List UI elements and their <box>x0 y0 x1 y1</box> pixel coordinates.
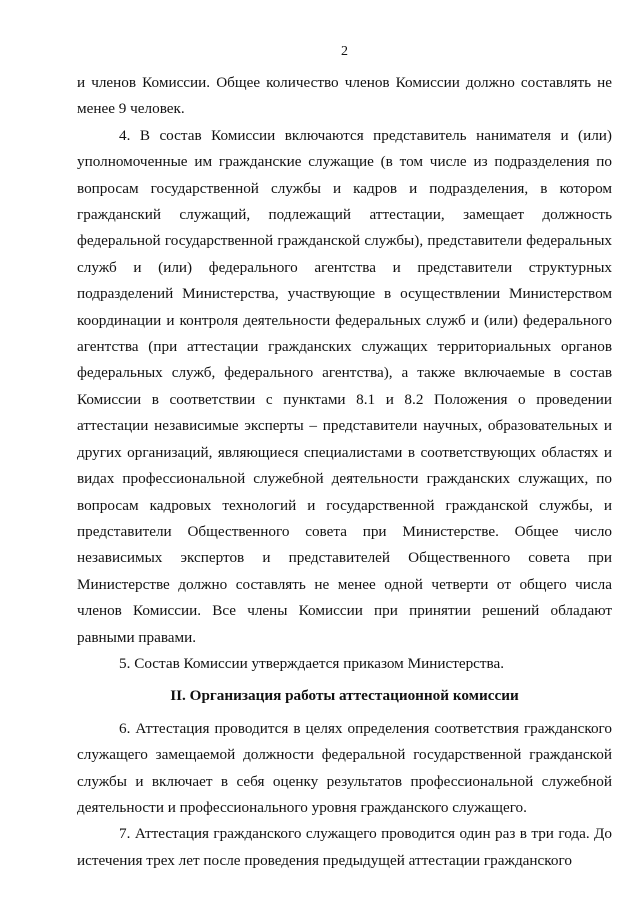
paragraph-item-7: 7. Аттестация гражданского служащего проводится один раз в три года. До истечения трех лет после проведения предыдущей аттестации гражданского <box>77 825 612 869</box>
page-number: 2 <box>341 44 348 59</box>
paragraph-continuation: и членов Комиссии. Общее количество членов Комиссии должно составлять не менее 9 человек. <box>77 74 612 118</box>
paragraph-item-6: 6. Аттестация проводится в целях определения соответствия гражданского служащего замещаемой должности федеральной государственной гражданской службы и включает в себя оценку результатов профессиональной служебной деятельности и профессионального уровня гражданского служащего. <box>77 719 612 816</box>
paragraph-item-5: 5. Состав Комиссии утверждается приказом Министерства. <box>119 654 505 672</box>
section-heading: II. Организация работы аттестационной комиссии <box>170 687 519 705</box>
paragraph-item-4: 4. В состав Комиссии включаются представитель нанимателя и (или) уполномоченные им гражданские служащие (в том числе из подразделения по вопросам государственной службы и кадров и подразделения, в котором гражданский служащий, подлежащий аттестации, замещает должность федеральной государственной гражданской службы), представители федеральных служб и (или) федерального агентства и представители структурных подразделений Министерства, участвующие в осуществлении Министерством координации и контроля деятельности федеральных служб и (или) федерального агентства (при аттестации гражданских служащих территориальных органов федеральных служб, федерального агентства), а также включаемые в состав Комиссии в соответствии с пунктами 8.1 и 8.2 Положения о проведении аттестации независимые эксперты – представители научных, образовательных и других организаций, являющиеся специалистами в соответствующих областях и видах профессиональной служебной деятельности гражданских служащих, по вопросам кадровых технологий и государственной гражданской службы, и представители Общественного совета при Министерстве. Общее число независимых экспертов и представителей Общественного совета при Министерстве должно составлять не менее одной четверти от общего числа членов Комиссии. Все члены Комиссии при принятии решений обладают равными правами. <box>77 126 612 646</box>
